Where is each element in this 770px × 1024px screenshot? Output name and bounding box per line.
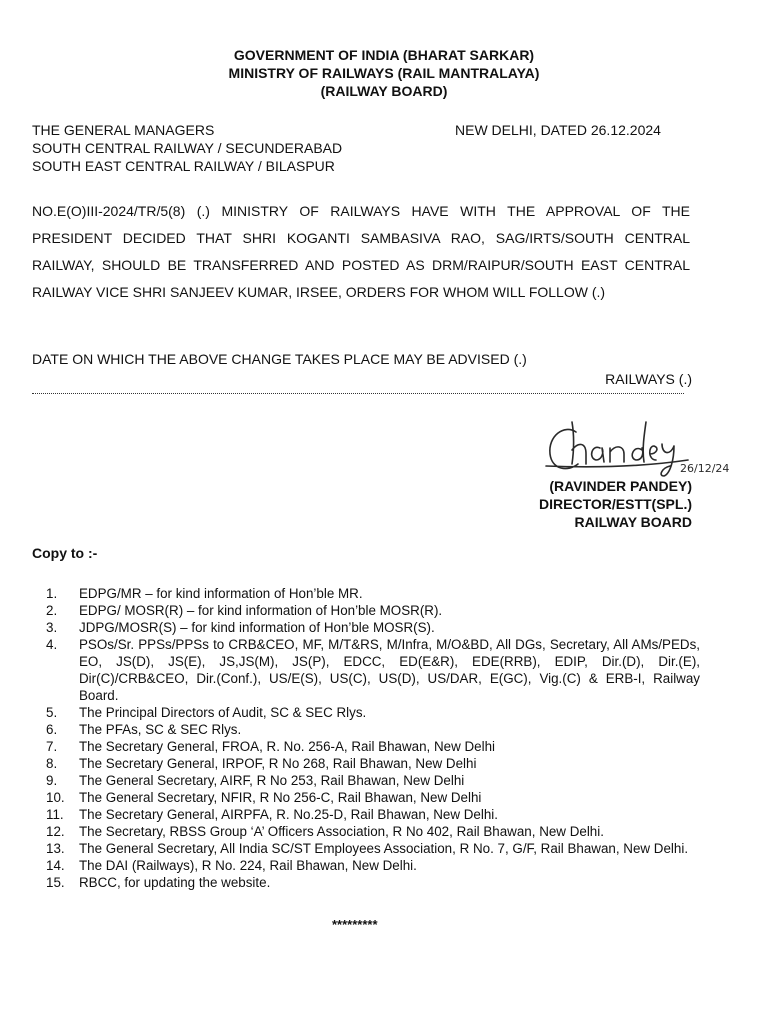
copy-list-number: 11. — [46, 807, 64, 822]
addressee-line: THE GENERAL MANAGERS — [32, 122, 215, 138]
dotted-divider — [32, 391, 684, 394]
copy-list-number: 10. — [46, 790, 65, 805]
signatory-name: (RAVINDER PANDEY) — [549, 478, 692, 494]
copy-list-text: PSOs/Sr. PPSs/PPSs to CRB&CEO, MF, M/T&RS, M/Infra, M/O&BD, All DGs, Secretary, All AMs/PEDs, EO, JS(D), JS(E), JS,JS(M), JS(P), EDCC, ED(E&R), EDE(RRB), EDIP, Dir.(D), Dir.(E), Dir(C)/CRB&CEO, Dir.(Conf.), US/E(S), US(C), US(D), US/DAR, E(GC), Vig.(C) & ERB-I, Railway Board. — [79, 637, 700, 703]
copy-list-text: The Secretary General, FROA, R. No. 256-A, Rail Bhawan, New Delhi — [79, 739, 496, 754]
copy-list-number: 12. — [46, 824, 65, 839]
copy-list-number: 9. — [46, 773, 58, 788]
handwritten-signature — [538, 414, 758, 486]
copy-list-text: The Secretary General, IRPOF, R No 268, Rail Bhawan, New Delhi — [79, 756, 477, 771]
copy-list-number: 13. — [46, 841, 65, 856]
end-marker: ********* — [332, 917, 378, 932]
copy-list-item — [32, 857, 700, 874]
copy-list-text: JDPG/MOSR(S) – for kind information of Hon’ble MOSR(S). — [79, 620, 435, 635]
copy-list-number: 5. — [46, 705, 58, 720]
letterhead-line-board: (RAILWAY BOARD) — [320, 83, 448, 99]
copy-list-item — [32, 806, 700, 823]
copy-list-item — [32, 874, 700, 891]
copy-list-text: The Principal Directors of Audit, SC & SEC Rlys. — [79, 705, 367, 720]
copy-list-text: EDPG/MR – for kind information of Hon’ble MR. — [79, 586, 363, 601]
addressee-line: SOUTH CENTRAL RAILWAY / SECUNDERABAD — [32, 140, 343, 156]
copy-list-text: The Secretary, RBSS Group ‘A’ Officers Association, R No 402, Rail Bhawan, New Delhi. — [79, 824, 604, 839]
copy-to-list — [32, 585, 700, 891]
copy-list-item — [32, 789, 700, 806]
copy-list-item — [32, 704, 700, 721]
copy-list-item — [32, 823, 700, 840]
copy-list-item — [32, 602, 700, 619]
copy-list-text: RBCC, for updating the website. — [79, 875, 271, 890]
copy-list-number: 1. — [46, 586, 58, 601]
signature-date: 26/12/24 — [680, 462, 730, 475]
order-body: NO.E(O)III-2024/TR/5(8) (.) MINISTRY OF RAILWAYS HAVE WITH THE APPROVAL OF THE PRESIDENT DECIDED THAT SHRI KOGANTI SAMBASIVA RAO, SAG/IRTS/SOUTH CENTRAL RAILWAY, SHOULD BE TRANSFERRED AND POSTED AS DRM/RAIPUR/SOUTH EAST CENTRAL RAILWAY VICE SHRI SANJEEV KUMAR, IRSEE, ORDERS FOR WHOM WILL FOLLOW (.) — [32, 203, 690, 300]
copy-list-text: The Secretary General, AIRPFA, R. No.25-D, Rail Bhawan, New Delhi. — [79, 807, 498, 822]
copy-list-text: The General Secretary, AIRF, R No 253, Rail Bhawan, New Delhi — [79, 773, 465, 788]
copy-list-item — [32, 755, 700, 772]
copy-list-text: The PFAs, SC & SEC Rlys. — [79, 722, 242, 737]
copy-list-item — [32, 738, 700, 755]
advise-line: DATE ON WHICH THE ABOVE CHANGE TAKES PLACE MAY BE ADVISED (.) — [32, 351, 527, 367]
signatory-office: RAILWAY BOARD — [574, 514, 692, 530]
letterhead-line-ministry: MINISTRY OF RAILWAYS (RAIL MANTRALAYA) — [228, 65, 540, 81]
copy-to-heading: Copy to :- — [32, 545, 98, 561]
copy-list-number: 3. — [46, 620, 58, 635]
copy-list-number: 6. — [46, 722, 58, 737]
copy-list-text: The General Secretary, NFIR, R No 256-C, Rail Bhawan, New Delhi — [79, 790, 482, 805]
copy-list-number: 4. — [46, 637, 58, 652]
signatory-designation: DIRECTOR/ESTT(SPL.) — [539, 496, 692, 512]
copy-list-item — [32, 772, 700, 789]
copy-list-item — [32, 636, 700, 704]
letterhead — [0, 46, 770, 100]
copy-list-item — [32, 840, 700, 857]
copy-list-item — [32, 721, 700, 738]
addressee-line: SOUTH EAST CENTRAL RAILWAY / BILASPUR — [32, 158, 335, 174]
copy-list-number: 15. — [46, 875, 65, 890]
copy-list-text: EDPG/ MOSR(R) – for kind information of Hon’ble MOSR(R). — [79, 603, 443, 618]
closing-railways: RAILWAYS (.) — [605, 371, 692, 387]
place-and-date: NEW DELHI, DATED 26.12.2024 — [455, 122, 661, 138]
copy-list-number: 8. — [46, 756, 58, 771]
copy-list-text: The DAI (Railways), R No. 224, Rail Bhawan, New Delhi. — [79, 858, 417, 873]
copy-list-number: 14. — [46, 858, 65, 873]
copy-list-item — [32, 619, 700, 636]
copy-list-number: 7. — [46, 739, 58, 754]
letterhead-line-government: GOVERNMENT OF INDIA (BHARAT SARKAR) — [233, 47, 535, 63]
signatory-block — [539, 477, 692, 531]
copy-list-number: 2. — [46, 603, 58, 618]
copy-list-text: The General Secretary, All India SC/ST Employees Association, R No. 7, G/F, Rail Bhawan, New Delhi. — [79, 841, 689, 856]
copy-list-item — [32, 585, 700, 602]
addressee-block — [32, 121, 342, 175]
